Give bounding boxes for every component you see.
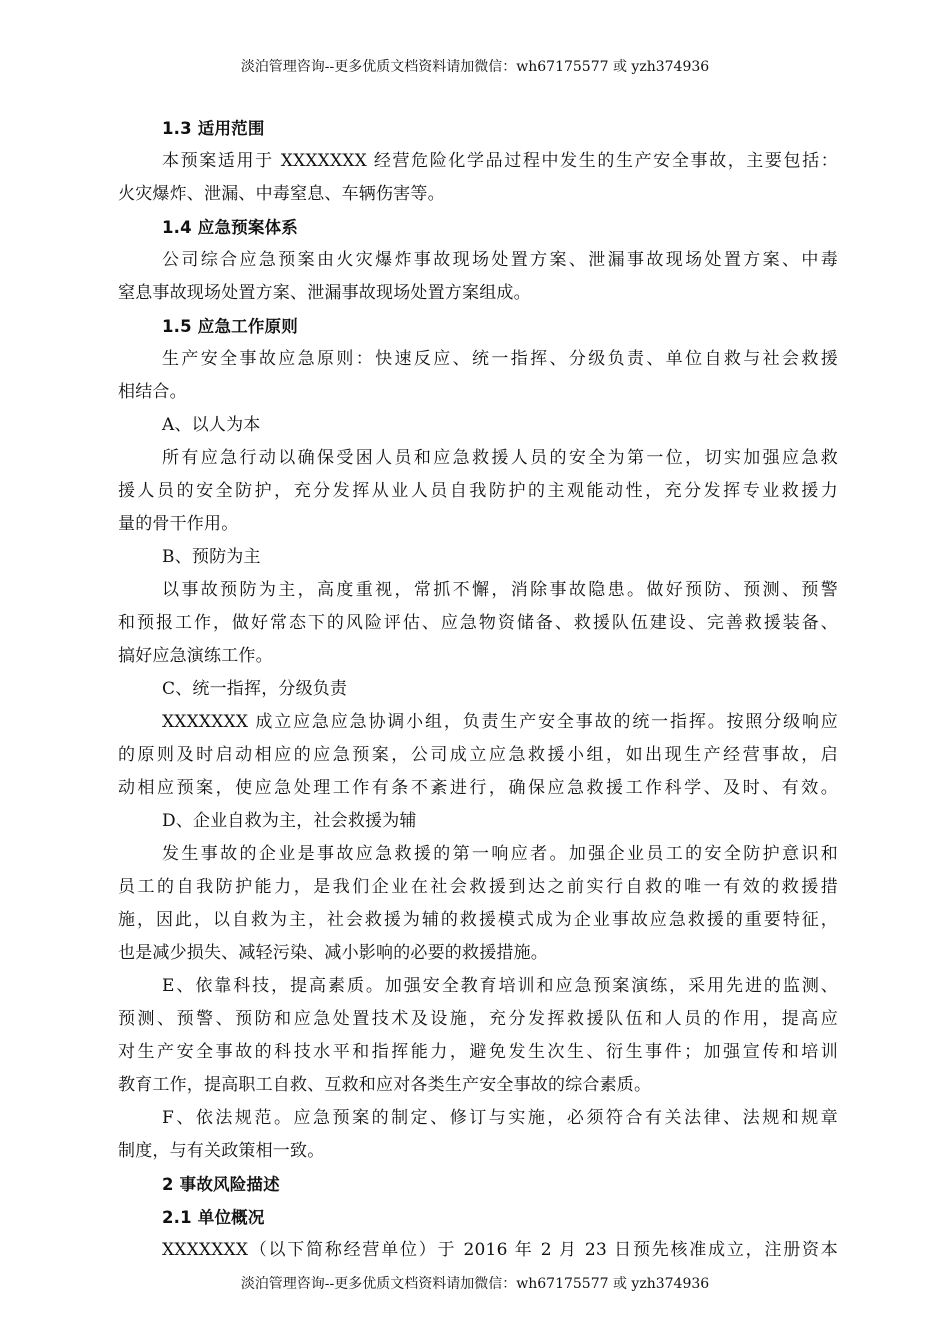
page-footer: 淡泊管理咨询--更多优质文档资料请加微信：wh67175577 或 yzh374936 — [240, 1276, 710, 1292]
paragraph-line: 也是减少损失、减轻污染、减小影响的必要的救援措施。 — [118, 943, 548, 963]
item-heading-c: C、统一指挥，分级负责 — [162, 679, 348, 699]
paragraph-line: 发生事故的企业是事故应急救援的第一响应者。加强企业员工的安全防护意识和 — [162, 844, 838, 864]
paragraph-line: 以事故预防为主，高度重视，常抓不懈，消除事故隐患。做好预防、预测、预警 — [162, 580, 838, 600]
paragraph-line: 制度，与有关政策相一致。 — [118, 1141, 325, 1161]
paragraph-line: 员工的自我防护能力，是我们企业在社会救援到达之前实行自救的唯一有效的救援措 — [118, 877, 838, 897]
paragraph-line: 相结合。 — [118, 382, 187, 402]
paragraph-line: 公司综合应急预案由火灾爆炸事故现场处置方案、泄漏事故现场处置方案、中毒 — [162, 250, 838, 270]
paragraph-line: 生产安全事故应急原则：快速反应、统一指挥、分级负责、单位自救与社会救援 — [162, 349, 838, 369]
paragraph-line: 动相应预案，使应急处理工作有条不紊进行，确保应急救援工作科学、及时、有效。 — [118, 778, 838, 798]
paragraph-line: 预测、预警、预防和应急处置技术及设施，充分发挥救援队伍和人员的作用，提高应 — [118, 1009, 838, 1029]
paragraph-line: XXXXXXX 成立应急应急协调小组，负责生产安全事故的统一指挥。按照分级响应 — [162, 712, 838, 732]
paragraph-line: 援人员的安全防护，充分发挥从业人员自我防护的主观能动性，充分发挥专业救援力 — [118, 481, 838, 501]
paragraph-line: 施，因此，以自救为主，社会救援为辅的救援模式成为企业事故应急救援的重要特征， — [118, 910, 838, 930]
paragraph-line: XXXXXXX（以下简称经营单位）于 2016 年 2 月 23 日预先核准成立，注册资本 — [162, 1240, 838, 1260]
paragraph-line: 量的骨干作用。 — [118, 514, 239, 534]
paragraph-line: 对生产安全事故的科技水平和指挥能力，避免发生次生、衍生事件；加强宣传和培训 — [118, 1042, 838, 1062]
section-heading-1-4: 1.4 应急预案体系 — [162, 218, 298, 237]
item-heading-b: B、预防为主 — [162, 547, 261, 567]
page-header: 淡泊管理咨询--更多优质文档资料请加微信：wh67175577 或 yzh374936 — [240, 59, 710, 75]
item-heading-a: A、以人为本 — [162, 415, 261, 435]
paragraph-line: 火灾爆炸、泄漏、中毒窒息、车辆伤害等。 — [118, 184, 445, 204]
item-heading-d: D、企业自救为主，社会救援为辅 — [162, 811, 417, 831]
section-heading-1-3: 1.3 适用范围 — [162, 119, 265, 138]
document-body — [118, 112, 838, 1267]
paragraph-line: 教育工作，提高职工自救、互救和应对各类生产安全事故的综合素质。 — [118, 1075, 652, 1095]
section-heading-2-1: 2.1 单位概况 — [162, 1208, 265, 1227]
section-heading-1-5: 1.5 应急工作原则 — [162, 317, 298, 336]
section-heading-2: 2 事故风险描述 — [162, 1175, 280, 1194]
paragraph-line: 所有应急行动以确保受困人员和应急救援人员的安全为第一位，切实加强应急救 — [162, 448, 838, 468]
paragraph-line: E、依靠科技，提高素质。加强安全教育培训和应急预案演练，采用先进的监测、 — [162, 976, 838, 996]
paragraph-line: 的原则及时启动相应的应急预案，公司成立应急救援小组，如出现生产经营事故，启 — [118, 745, 838, 765]
paragraph-line: 和预报工作，做好常态下的风险评估、应急物资储备、救援队伍建设、完善救援装备、 — [118, 613, 838, 633]
paragraph-line: 搞好应急演练工作。 — [118, 646, 273, 666]
paragraph-line: 窒息事故现场处置方案、泄漏事故现场处置方案组成。 — [118, 283, 531, 303]
paragraph-line: 本预案适用于 XXXXXXX 经营危险化学品过程中发生的生产安全事故，主要包括： — [162, 151, 838, 171]
paragraph-line: F、依法规范。应急预案的制定、修订与实施，必须符合有关法律、法规和规章 — [162, 1108, 838, 1128]
